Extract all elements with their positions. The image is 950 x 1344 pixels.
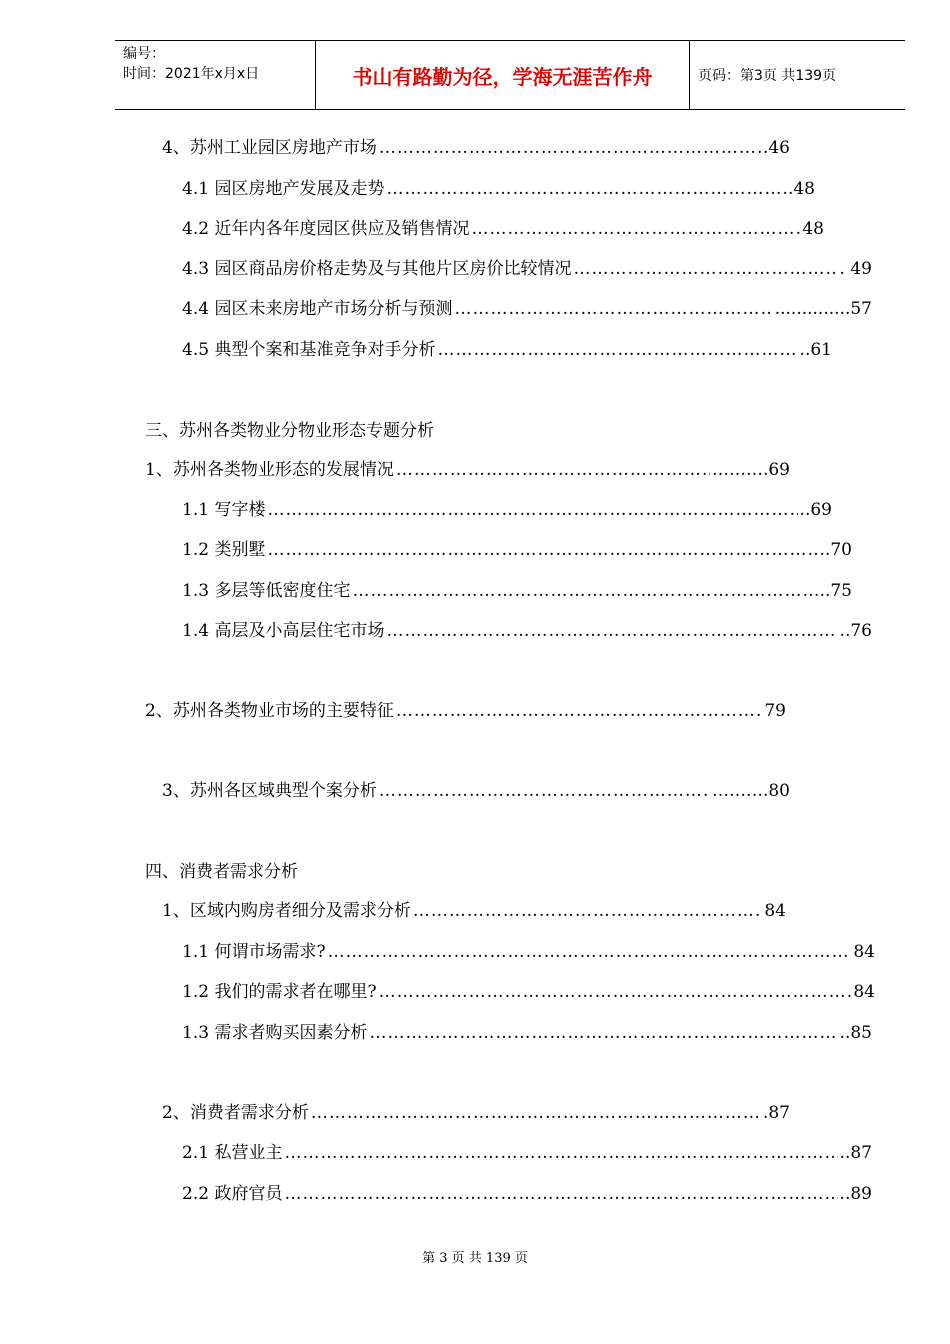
- section-heading: 四、消费者需求分析: [145, 862, 298, 882]
- toc-leader: [328, 941, 852, 963]
- toc-entry-page: ..69: [799, 500, 832, 520]
- toc-entry-title: 1.4 高层及小高层住宅市场: [182, 621, 385, 641]
- toc-entry-page: ……….69: [711, 460, 790, 480]
- toc-entry: [145, 459, 790, 481]
- toc-entry-title: 4.4 园区未来房地产市场分析与预测: [182, 299, 453, 319]
- toc-leader: [396, 459, 710, 481]
- toc-entry-title: 4.2 近年内各年度园区供应及销售情况: [182, 219, 470, 239]
- toc-entry-page: 79: [764, 701, 786, 721]
- page-footer: 第 3 页 共 139 页: [422, 1251, 528, 1266]
- toc-leader: [379, 981, 852, 1003]
- toc-entry: [182, 178, 815, 200]
- toc-entry-page: ……….80: [711, 781, 790, 801]
- toc-leader: [352, 580, 817, 602]
- toc-entry-page: ..76: [839, 621, 872, 641]
- page-header: [115, 40, 905, 110]
- toc-entry-title: 1、区域内购房者细分及需求分析: [162, 901, 411, 921]
- toc-leader: [379, 137, 761, 159]
- toc-entry-page: .46: [762, 138, 790, 158]
- toc-entry: [145, 700, 786, 722]
- toc-leader: [267, 499, 797, 521]
- toc-entry-page: ..61: [799, 340, 832, 360]
- toc-entry-page: . 49: [839, 259, 872, 279]
- toc-leader: [311, 1102, 761, 1124]
- toc-entry: [182, 298, 872, 320]
- toc-entry-title: 1.3 多层等低密度住宅: [182, 581, 351, 601]
- toc-entry: [162, 137, 790, 159]
- toc-entry-page: 48: [802, 219, 824, 239]
- toc-entry-title: 4、苏州工业园区房地产市场: [162, 138, 377, 158]
- toc-entry-page: ..85: [839, 1023, 872, 1043]
- toc-entry-page: ..75: [819, 581, 852, 601]
- toc-entry-page: ..87: [839, 1143, 872, 1163]
- toc-entry-page: 84: [764, 901, 786, 921]
- toc-leader: [369, 1022, 837, 1044]
- toc-entry-page: ..48: [782, 179, 815, 199]
- toc-leader: [386, 620, 837, 642]
- toc-leader: [454, 298, 772, 320]
- toc-entry: [182, 1142, 872, 1164]
- toc-leader: [386, 178, 780, 200]
- toc-entry: [182, 620, 872, 642]
- toc-entry-title: 2、消费者需求分析: [162, 1103, 309, 1123]
- toc-entry: [182, 1022, 872, 1044]
- header-meta: [115, 41, 316, 109]
- toc-entry: [182, 258, 872, 280]
- toc-entry: [182, 580, 852, 602]
- number-label: 编号：: [123, 46, 165, 62]
- toc-entry: [162, 900, 786, 922]
- toc-entry: [182, 981, 875, 1003]
- toc-entry-title: 3、苏州各区域典型个案分析: [162, 781, 377, 801]
- toc-entry-page: ..............57: [774, 299, 872, 319]
- toc-entry-title: 1、苏州各类物业形态的发展情况: [145, 460, 394, 480]
- toc-entry-page: .87: [762, 1103, 790, 1123]
- toc-leader: [573, 258, 837, 280]
- toc-entry-page: 84: [853, 982, 875, 1002]
- toc-entry-title: 1.1 何谓市场需求?: [182, 942, 326, 962]
- toc-entry: [162, 780, 790, 802]
- toc-entry: [182, 941, 875, 963]
- toc-entry-title: 2.1 私营业主: [182, 1143, 283, 1163]
- toc-entry: [182, 1183, 872, 1205]
- toc-leader: [471, 218, 800, 240]
- toc-entry-title: 1.2 类别墅: [182, 540, 266, 560]
- toc-entry-page: ..89: [839, 1184, 872, 1204]
- toc-entry-title: 2、苏州各类物业市场的主要特征: [145, 701, 394, 721]
- toc-entry-title: 2.2 政府官员: [182, 1184, 283, 1204]
- toc-entry: [182, 539, 852, 561]
- toc-leader: [437, 339, 797, 361]
- toc-entry-page: 84: [853, 942, 875, 962]
- toc-leader: [284, 1142, 837, 1164]
- toc-leader: [267, 539, 817, 561]
- header-page-info: 页码：第3页 共139页: [698, 68, 837, 84]
- toc-leader: [379, 780, 710, 802]
- toc-entry-page: ..70: [819, 540, 852, 560]
- toc-entry-title: 1.1 写字楼: [182, 500, 266, 520]
- toc-entry-title: 4.5 典型个案和基准竞争对手分析: [182, 340, 436, 360]
- toc-entry: [182, 339, 832, 361]
- toc-leader: [413, 900, 763, 922]
- section-heading: 三、苏州各类物业分物业形态专题分析: [145, 421, 434, 441]
- toc-entry: [182, 499, 832, 521]
- toc-entry: [182, 218, 824, 240]
- toc-leader: [284, 1183, 837, 1205]
- toc-entry-title: 4.1 园区房地产发展及走势: [182, 179, 385, 199]
- header-motto: 书山有路勤为径，学海无涯苦作舟: [316, 41, 690, 109]
- toc-entry-title: 1.2 我们的需求者在哪里?: [182, 982, 377, 1002]
- toc-leader: [396, 700, 763, 722]
- time-label: 时间：2021年x月x日: [123, 66, 260, 82]
- toc-entry-title: 4.3 园区商品房价格走势及与其他片区房价比较情况: [182, 259, 572, 279]
- toc-entry: [162, 1102, 790, 1124]
- toc-entry-title: 1.3 需求者购买因素分析: [182, 1023, 368, 1043]
